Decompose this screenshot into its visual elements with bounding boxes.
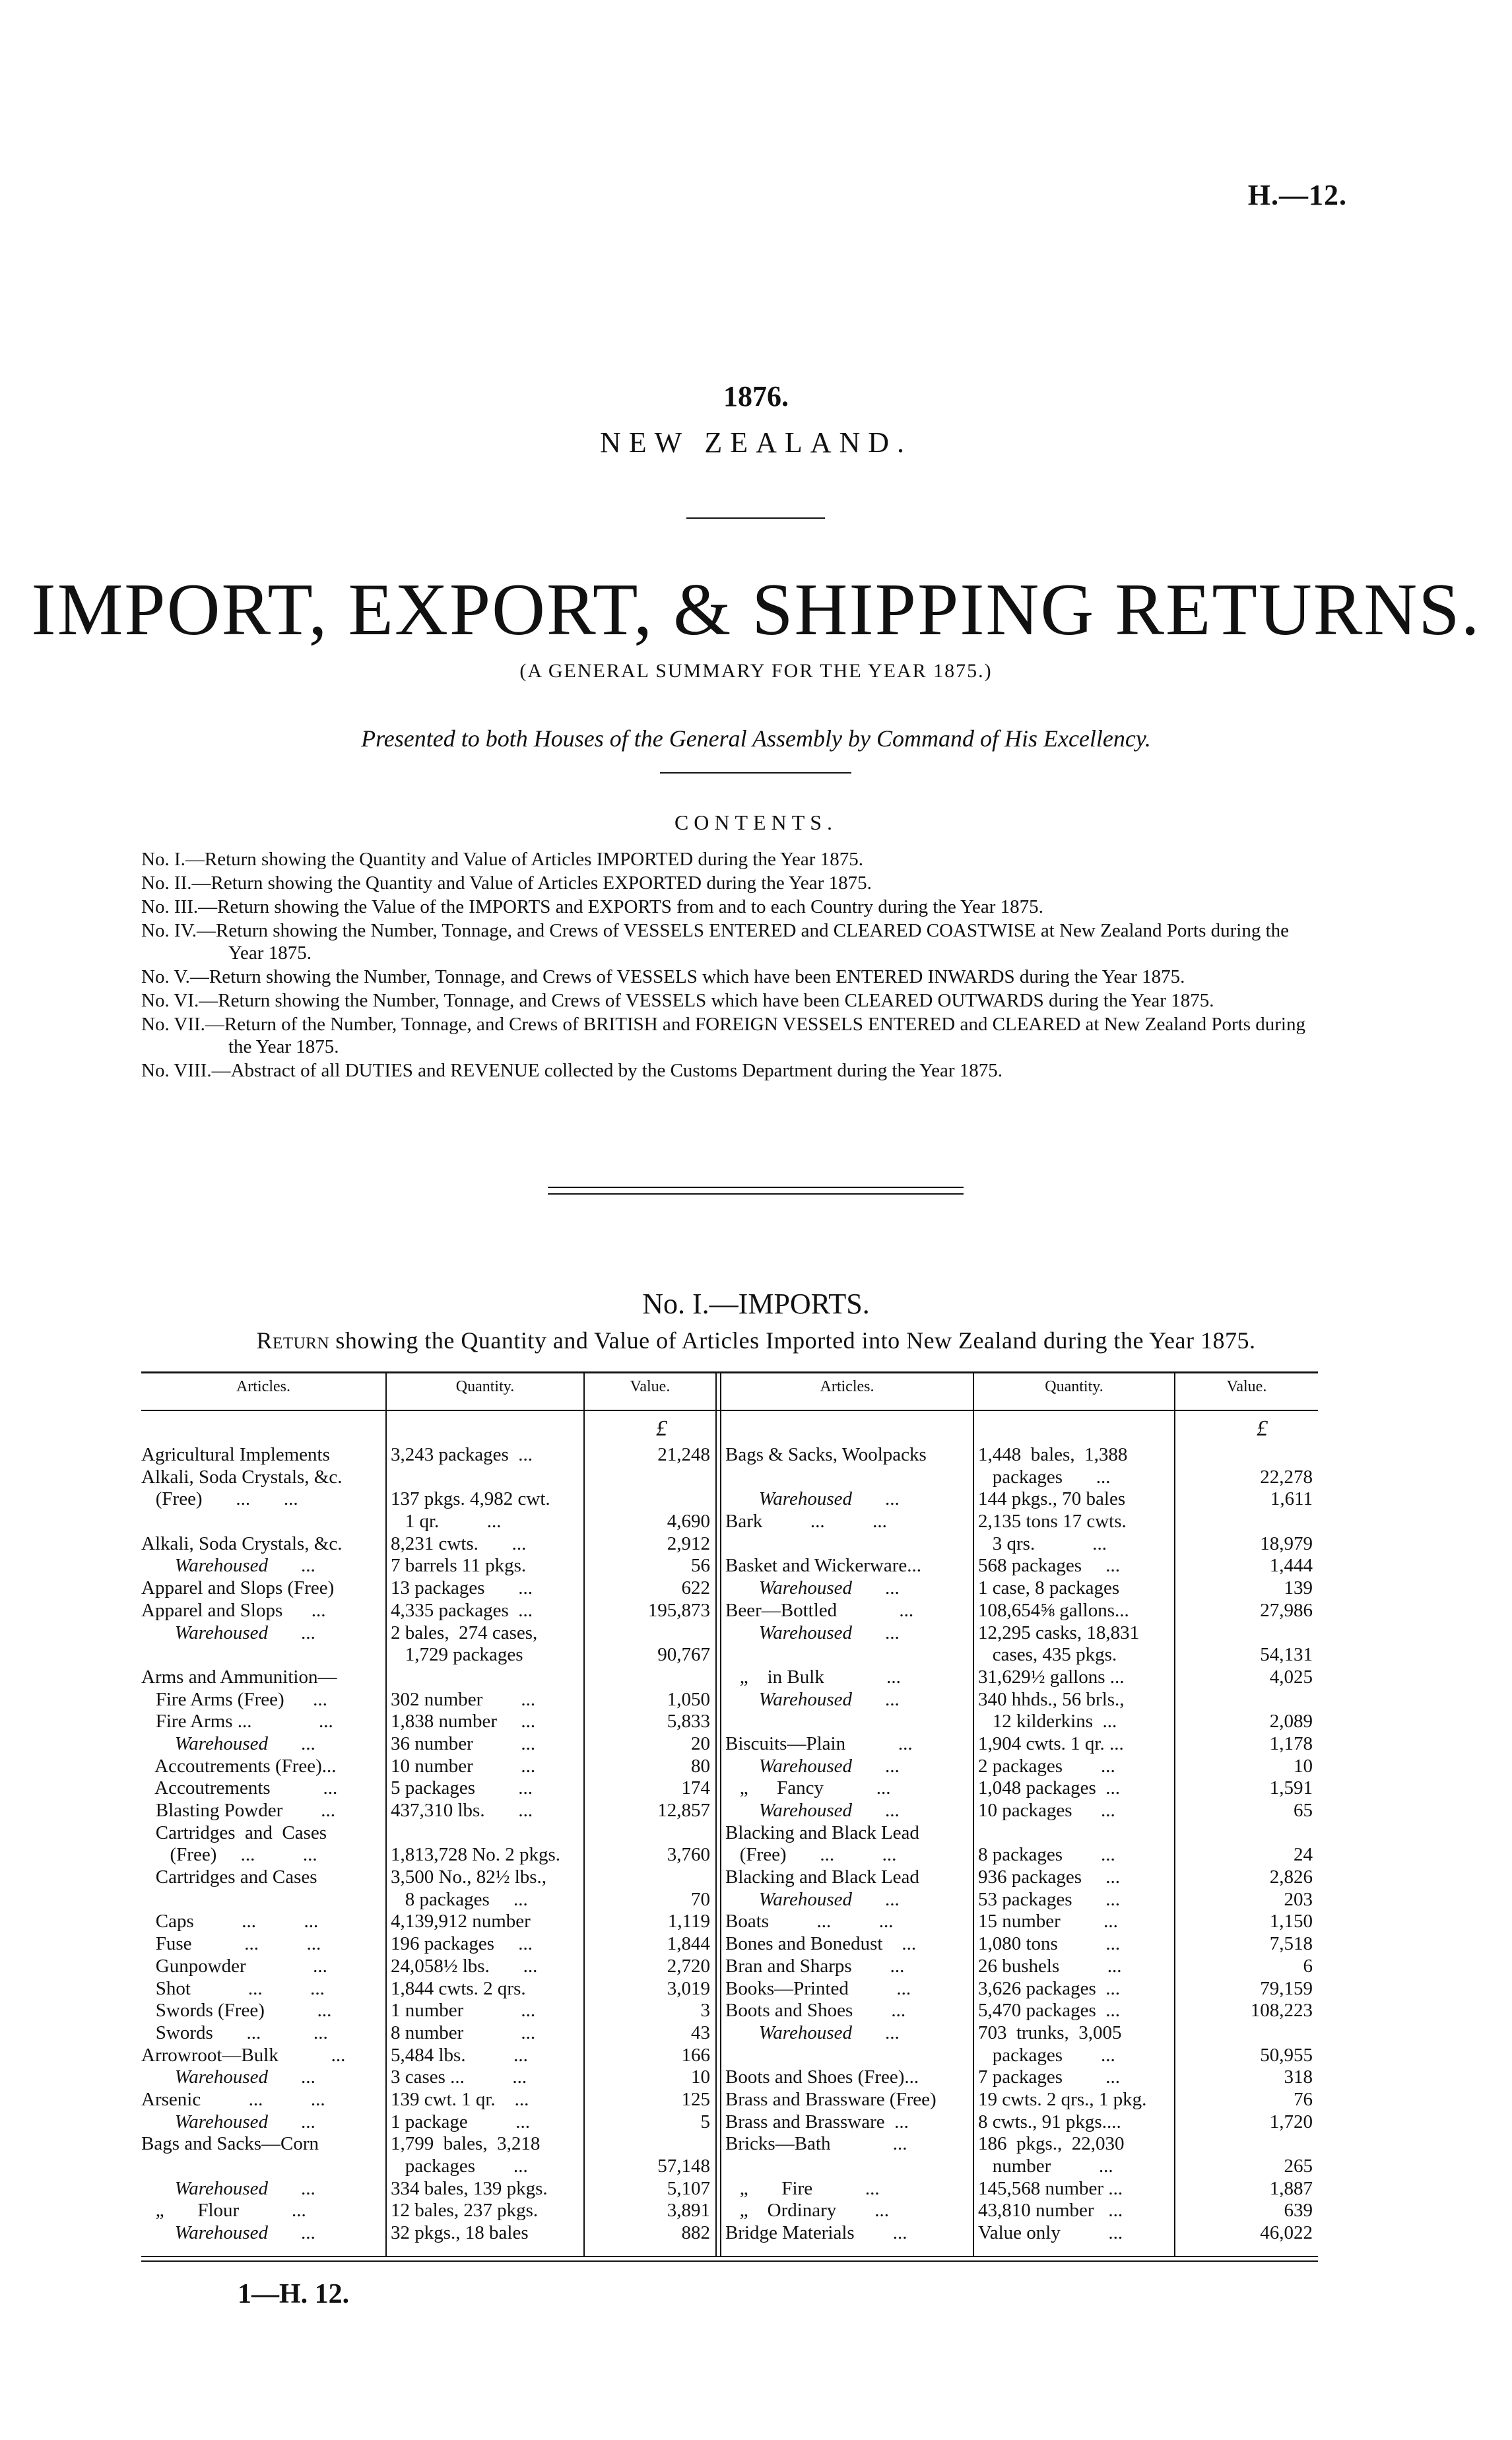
table-cell: 936 packages ... <box>978 1866 1121 1888</box>
table-cell: 2,826 <box>1269 1866 1313 1888</box>
column-header-value: Value. <box>1226 1378 1267 1395</box>
table-cell: Warehoused ... <box>141 2111 316 2132</box>
table-cell: Basket and Wickerware... <box>725 1555 922 1577</box>
table-cell <box>585 1866 710 1889</box>
table-cell: „ Fire ... <box>725 2177 880 2199</box>
table-cell: packages ... <box>978 1466 1111 1488</box>
table-cell: 1,729 packages <box>391 1644 523 1666</box>
table-cell <box>585 1467 710 1489</box>
table-cell: Warehoused ... <box>725 1488 900 1510</box>
table-cell: 1,050 <box>667 1688 710 1710</box>
table-cell: 15 number ... <box>978 1911 1118 1932</box>
page-title: IMPORT, EXPORT, & SHIPPING RETURNS. <box>31 569 1481 651</box>
table-cell: Brass and Brassware ... <box>725 2111 909 2132</box>
contents-divider-top <box>548 1187 964 1188</box>
table-cell: Alkali, Soda Crystals, &c. <box>141 1533 343 1554</box>
table-cell: 12 kilderkins ... <box>978 1711 1117 1732</box>
table-cell: 1 package ... <box>391 2111 530 2132</box>
table-cell: 334 bales, 139 pkgs. <box>391 2177 548 2199</box>
return-word: Return <box>256 1327 329 1354</box>
column-rule <box>385 1371 387 2256</box>
table-cell: 5,833 <box>667 1711 710 1732</box>
table-cell: 8 cwts., 91 pkgs.... <box>978 2111 1121 2132</box>
table-cell: 6 <box>1303 1955 1313 1977</box>
table-cell: Boots and Shoes ... <box>725 2000 906 2022</box>
currency-symbol: £ <box>1257 1416 1268 1441</box>
column-header-value: Value. <box>630 1378 671 1395</box>
table-cell: Blacking and Black Lead <box>725 1866 919 1888</box>
table-cell: 2 bales, 274 cases, <box>391 1622 538 1643</box>
table-cell: 196 packages ... <box>391 1933 533 1955</box>
table-cell: 56 <box>691 1555 710 1577</box>
table-bottom-rule <box>141 2256 1318 2257</box>
contents-item: No. VI.—Return showing the Number, Tonnage, and Crews of VESSELS which have been CLEARED OUTWARDS during the Year 1875. <box>141 990 1214 1011</box>
table-cell: 20 <box>691 1732 710 1754</box>
table-cell: 54,131 <box>1260 1644 1313 1666</box>
table-cell: 46,022 <box>1260 2222 1313 2244</box>
column-header-quantity: Quantity. <box>1045 1378 1103 1395</box>
presented-divider <box>660 772 851 774</box>
table-cell: 265 <box>1284 2156 1313 2177</box>
table-cell: 24 <box>1294 1844 1313 1866</box>
table-cell <box>585 1666 710 1689</box>
table-cell <box>725 1533 971 1556</box>
table-cell: 5 packages ... <box>391 1777 533 1799</box>
table-cell: 32 pkgs., 18 bales <box>391 2222 529 2244</box>
table-cell: Bones and Bonedust ... <box>725 1933 917 1955</box>
table-cell: 26 bushels ... <box>978 1955 1122 1977</box>
table-cell: Bark ... ... <box>725 1511 887 1533</box>
table-cell: 1,799 bales, 3,218 <box>391 2133 541 2155</box>
table-cell: „ Fancy ... <box>725 1777 891 1799</box>
table-cell: 10 number ... <box>391 1755 536 1777</box>
table-cell: 12 bales, 237 pkgs. <box>391 2200 539 2222</box>
table-cell: Cartridges and Cases <box>141 1866 317 1888</box>
table-cell: (Free) ... ... <box>141 1844 317 1866</box>
table-cell: 2,912 <box>667 1533 710 1554</box>
right-value-column <box>1175 1444 1313 2245</box>
contents-item: No. VIII.—Abstract of all DUTIES and REVENUE collected by the Customs Department during the Year 1875. <box>141 1060 1003 1081</box>
table-cell: Warehoused ... <box>141 2222 316 2244</box>
table-cell <box>1175 1444 1313 1467</box>
table-bottom-rule-double <box>141 2260 1318 2262</box>
table-cell: 1,178 <box>1269 1732 1313 1754</box>
table-cell: cases, 435 pkgs. <box>978 1644 1117 1666</box>
table-cell: 31,629½ gallons ... <box>978 1666 1125 1688</box>
table-cell: 125 <box>681 2088 710 2110</box>
table-cell: 1,119 <box>667 1911 710 1932</box>
table-cell: 1,844 <box>667 1933 710 1955</box>
table-cell: 166 <box>681 2044 710 2066</box>
section-title: No. I.—IMPORTS. <box>642 1288 870 1320</box>
table-cell: Accoutrements ... <box>141 1777 338 1799</box>
table-cell: 139 <box>1284 1577 1313 1599</box>
table-cell: Brass and Brassware (Free) <box>725 2088 937 2110</box>
table-cell: 10 <box>1294 1755 1313 1777</box>
return-text: showing the Quantity and Value of Articles Imported into New Zealand during the Year 1875. <box>329 1327 1256 1354</box>
right-quantity-column <box>978 1444 1172 2245</box>
document-reference: H.—12. <box>1247 179 1347 211</box>
table-cell <box>725 1711 971 1733</box>
table-cell: 7,518 <box>1269 1933 1313 1955</box>
table-cell: Books—Printed ... <box>725 1977 911 1999</box>
table-cell: Value only ... <box>978 2222 1123 2244</box>
table-cell: Fire Arms ... ... <box>141 1711 333 1732</box>
table-cell: 7 barrels 11 pkgs. <box>391 1555 527 1577</box>
table-cell: (Free) ... ... <box>141 1488 298 1510</box>
table-cell: 639 <box>1284 2200 1313 2222</box>
table-cell: 2,720 <box>667 1955 710 1977</box>
table-cell <box>585 1822 710 1845</box>
table-cell <box>1175 1689 1313 1711</box>
contents-item: No. III.—Return showing the Value of the IMPORTS and EXPORTS from and to each Country during the Year 1875. <box>141 896 1043 917</box>
table-cell: 57,148 <box>657 2156 710 2177</box>
table-cell: 19 cwts. 2 qrs., 1 pkg. <box>978 2088 1147 2110</box>
contents-item: No. II.—Return showing the Quantity and Value of Articles EXPORTED during the Year 1875. <box>141 873 872 894</box>
table-cell: 8 number ... <box>391 2022 536 2043</box>
table-cell: „ Flour ... <box>141 2200 306 2222</box>
table-cell: Arrowroot—Bulk ... <box>141 2044 346 2066</box>
table-cell: 53 packages ... <box>978 1888 1121 1910</box>
table-cell: Fuse ... ... <box>141 1933 321 1955</box>
table-cell: Warehoused ... <box>141 2177 316 2199</box>
column-header-articles: Articles. <box>236 1378 290 1395</box>
column-rule <box>715 1371 717 2256</box>
table-cell: 1,813,728 No. 2 pkgs. <box>391 1844 560 1866</box>
table-cell: Bags and Sacks—Corn <box>141 2133 319 2155</box>
table-header-rule <box>141 1410 1318 1411</box>
table-cell: 2,089 <box>1269 1711 1313 1732</box>
table-cell: 5,484 lbs. ... <box>391 2044 528 2066</box>
table-cell: Gunpowder ... <box>141 1955 327 1977</box>
footer-reference: 1—H. 12. <box>238 2279 350 2309</box>
table-cell: 2,135 tons 17 cwts. <box>978 1511 1127 1533</box>
table-cell: 1,844 cwts. 2 qrs. <box>391 1977 526 1999</box>
table-cell: Apparel and Slops (Free) <box>141 1577 335 1599</box>
table-cell <box>725 1467 971 1489</box>
table-cell <box>1175 1622 1313 1645</box>
table-cell <box>725 1644 971 1666</box>
table-cell: 1 qr. ... <box>391 1511 502 1533</box>
table-cell: 18,979 <box>1260 1533 1313 1554</box>
table-cell <box>391 1822 582 1845</box>
table-cell: 10 packages ... <box>978 1800 1115 1821</box>
table-top-rule <box>141 1371 1318 1373</box>
page-subtitle: (A GENERAL SUMMARY FOR THE YEAR 1875.) <box>519 660 993 682</box>
table-cell: Fire Arms (Free) ... <box>141 1688 327 1710</box>
table-cell: 3 <box>700 2000 710 2022</box>
left-quantity-column <box>391 1444 582 2245</box>
table-cell: Warehoused ... <box>141 1555 316 1577</box>
contents-item: No. I.—Return showing the Quantity and Value of Articles IMPORTED during the Year 1875. <box>141 849 863 870</box>
table-cell: 1,887 <box>1269 2177 1313 2199</box>
table-cell: Apparel and Slops ... <box>141 1599 326 1621</box>
table-cell: 50,955 <box>1260 2044 1313 2066</box>
table-cell <box>585 2133 710 2156</box>
title-divider <box>686 517 825 519</box>
table-cell: Warehoused ... <box>141 1732 316 1754</box>
table-cell: 1,838 number ... <box>391 1711 536 1732</box>
table-cell: „ Ordinary ... <box>725 2200 890 2222</box>
table-cell: 1 number ... <box>391 2000 536 2022</box>
table-cell: 437,310 lbs. ... <box>391 1800 533 1821</box>
table-cell: Boots and Shoes (Free)... <box>725 2066 919 2088</box>
table-cell: 145,568 number ... <box>978 2177 1123 2199</box>
table-cell: 174 <box>681 1777 710 1799</box>
table-cell: 21,248 <box>657 1444 710 1465</box>
table-cell <box>391 1666 582 1689</box>
table-cell: 12,857 <box>657 1800 710 1821</box>
table-cell: 8,231 cwts. ... <box>391 1533 527 1554</box>
table-cell: Bags & Sacks, Woolpacks <box>725 1444 927 1465</box>
table-cell <box>141 1889 383 1911</box>
table-cell: Caps ... ... <box>141 1911 319 1932</box>
table-cell: 3,760 <box>667 1844 710 1866</box>
table-cell: 1,904 cwts. 1 qr. ... <box>978 1732 1124 1754</box>
table-cell: Boats ... ... <box>725 1911 894 1932</box>
currency-symbol: £ <box>656 1416 667 1441</box>
table-cell: Blasting Powder ... <box>141 1800 336 1821</box>
table-cell <box>1175 2133 1313 2156</box>
table-cell: 43,810 number ... <box>978 2200 1123 2222</box>
table-cell: 79,159 <box>1260 1977 1313 1999</box>
left-articles-column <box>141 1444 383 2245</box>
table-cell: 4,025 <box>1269 1666 1313 1688</box>
table-cell: 3 cases ... ... <box>391 2066 527 2088</box>
table-cell: 76 <box>1294 2088 1313 2110</box>
imports-table <box>141 1371 1318 2279</box>
table-cell: number ... <box>978 2156 1113 2177</box>
table-cell: Arsenic ... ... <box>141 2088 325 2110</box>
table-cell: 568 packages ... <box>978 1555 1121 1577</box>
table-cell: Accoutrements (Free)... <box>141 1755 337 1777</box>
table-cell: Warehoused ... <box>725 1888 900 1910</box>
table-cell: 90,767 <box>657 1644 710 1666</box>
table-cell: Warehoused ... <box>725 1577 900 1599</box>
table-cell: Agricultural Implements <box>141 1444 330 1465</box>
table-cell: 1,591 <box>1269 1777 1313 1799</box>
table-cell: Cartridges and Cases <box>141 1822 327 1843</box>
table-cell <box>585 1488 710 1511</box>
table-cell <box>1175 1822 1313 1845</box>
table-cell: 36 number ... <box>391 1732 536 1754</box>
table-cell: 8 packages ... <box>391 1888 528 1910</box>
table-cell: 622 <box>681 1577 710 1599</box>
table-cell: Shot ... ... <box>141 1977 325 1999</box>
year-heading: 1876. <box>723 380 789 412</box>
table-cell: 1 case, 8 packages <box>978 1577 1120 1599</box>
table-cell: Swords (Free) ... <box>141 2000 332 2022</box>
table-cell: 4,139,912 number <box>391 1911 531 1932</box>
contents-list <box>141 848 1316 1083</box>
contents-item: No. VII.—Return of the Number, Tonnage, and Crews of BRITISH and FOREIGN VESSELS ENTERED and CLEARED at New Zealand Ports during the Year 1875. <box>141 1014 1305 1057</box>
table-cell <box>1175 2022 1313 2045</box>
column-rule <box>973 1371 974 2256</box>
table-cell: 882 <box>681 2222 710 2244</box>
table-cell: „ in Bulk ... <box>725 1666 901 1688</box>
column-header-articles: Articles. <box>820 1378 874 1395</box>
table-cell: Warehoused ... <box>141 1622 316 1643</box>
table-cell <box>725 2045 971 2067</box>
table-cell: Bridge Materials ... <box>725 2222 907 2244</box>
table-cell: 108,654⅝ gallons... <box>978 1599 1129 1621</box>
table-cell: 1,048 packages ... <box>978 1777 1121 1799</box>
table-cell: Warehoused ... <box>725 1688 900 1710</box>
table-cell: 4,335 packages ... <box>391 1599 533 1621</box>
table-cell <box>391 1467 582 1489</box>
table-cell: 80 <box>691 1755 710 1777</box>
table-cell <box>141 1511 383 1533</box>
table-cell: 203 <box>1284 1888 1313 1910</box>
table-cell: 144 pkgs., 70 bales <box>978 1488 1126 1510</box>
contents-item: No. V.—Return showing the Number, Tonnage, and Crews of VESSELS which have been ENTERED INWARDS during the Year 1875. <box>141 966 1185 987</box>
table-cell: 3 qrs. ... <box>978 1533 1107 1554</box>
presented-line: Presented to both Houses of the General Assembly by Command of His Excellency. <box>361 725 1151 752</box>
return-description <box>0 1327 1512 1354</box>
table-cell: 5,470 packages ... <box>978 2000 1121 2022</box>
table-cell: 43 <box>691 2022 710 2043</box>
column-header-quantity: Quantity. <box>455 1378 515 1395</box>
table-cell: (Free) ... ... <box>725 1844 897 1866</box>
table-cell: 2 packages ... <box>978 1755 1115 1777</box>
right-articles-column <box>725 1444 971 2245</box>
contents-item: No. IV.—Return showing the Number, Tonnage, and Crews of VESSELS ENTERED and CLEARED COASTWISE at New Zealand Ports during the Year 1875. <box>141 920 1290 964</box>
table-cell: 340 hhds., 56 brls., <box>978 1688 1125 1710</box>
table-cell: 302 number ... <box>391 1688 536 1710</box>
table-cell: 3,626 packages ... <box>978 1977 1121 1999</box>
table-cell: 12,295 casks, 18,831 <box>978 1622 1140 1643</box>
table-cell <box>141 2156 383 2178</box>
table-cell: Swords ... ... <box>141 2022 328 2043</box>
table-cell: Warehoused ... <box>725 1800 900 1821</box>
table-cell: Blacking and Black Lead <box>725 1822 919 1843</box>
table-cell <box>585 1622 710 1645</box>
table-cell: Warehoused ... <box>725 2022 900 2043</box>
table-cell: 3,500 No., 82½ lbs., <box>391 1866 547 1888</box>
table-cell: Warehoused ... <box>725 1755 900 1777</box>
table-cell: 3,243 packages ... <box>391 1444 533 1465</box>
table-cell: 1,611 <box>1270 1488 1313 1510</box>
table-cell: Arms and Ammunition— <box>141 1666 337 1688</box>
table-cell <box>1175 1511 1313 1533</box>
table-cell: 1,080 tons ... <box>978 1933 1121 1955</box>
table-cell <box>141 1644 383 1666</box>
table-cell: 27,986 <box>1260 1599 1313 1621</box>
table-cell: Alkali, Soda Crystals, &c. <box>141 1466 343 1488</box>
table-cell: 5,107 <box>667 2177 710 2199</box>
table-cell: 186 pkgs., 22,030 <box>978 2133 1125 2155</box>
contents-divider-bottom <box>548 1193 964 1195</box>
table-cell: packages ... <box>391 2156 528 2177</box>
table-cell: 1,444 <box>1269 1555 1313 1577</box>
table-cell: Beer—Bottled ... <box>725 1599 914 1621</box>
table-cell: 139 cwt. 1 qr. ... <box>391 2088 529 2110</box>
table-cell: Warehoused ... <box>725 1622 900 1643</box>
contents-heading: CONTENTS. <box>674 810 838 834</box>
table-cell: 108,223 <box>1250 2000 1313 2022</box>
table-cell: Bricks—Bath ... <box>725 2133 907 2155</box>
table-cell <box>978 1822 1172 1845</box>
table-cell: Biscuits—Plain ... <box>725 1732 913 1754</box>
table-cell: 13 packages ... <box>391 1577 533 1599</box>
table-cell: 195,873 <box>647 1599 710 1621</box>
table-cell: 8 packages ... <box>978 1844 1115 1866</box>
table-cell: 137 pkgs. 4,982 cwt. <box>391 1488 550 1510</box>
table-cell: 70 <box>691 1888 710 1910</box>
table-cell: Bran and Sharps ... <box>725 1955 905 1977</box>
table-cell: 5 <box>700 2111 710 2132</box>
table-cell: 318 <box>1284 2066 1313 2088</box>
table-cell: 22,278 <box>1260 1466 1313 1488</box>
table-cell: 4,690 <box>667 1511 710 1533</box>
table-cell: 703 trunks, 3,005 <box>978 2022 1122 2043</box>
table-cell: Warehoused ... <box>141 2066 316 2088</box>
table-cell: 24,058½ lbs. ... <box>391 1955 538 1977</box>
table-cell: 7 packages ... <box>978 2066 1121 2088</box>
column-rule <box>720 1371 721 2256</box>
table-cell: 65 <box>1294 1800 1313 1821</box>
table-cell: 1,448 bales, 1,388 <box>978 1444 1128 1465</box>
table-cell: 10 <box>691 2066 710 2088</box>
table-cell: packages ... <box>978 2044 1115 2066</box>
left-value-column <box>585 1444 710 2245</box>
country-heading: NEW ZEALAND. <box>599 426 913 459</box>
table-cell: 3,891 <box>667 2200 710 2222</box>
table-cell: 3,019 <box>667 1977 710 1999</box>
table-cell: 1,720 <box>1269 2111 1313 2132</box>
table-cell <box>725 2156 971 2178</box>
table-cell: 1,150 <box>1269 1911 1313 1932</box>
